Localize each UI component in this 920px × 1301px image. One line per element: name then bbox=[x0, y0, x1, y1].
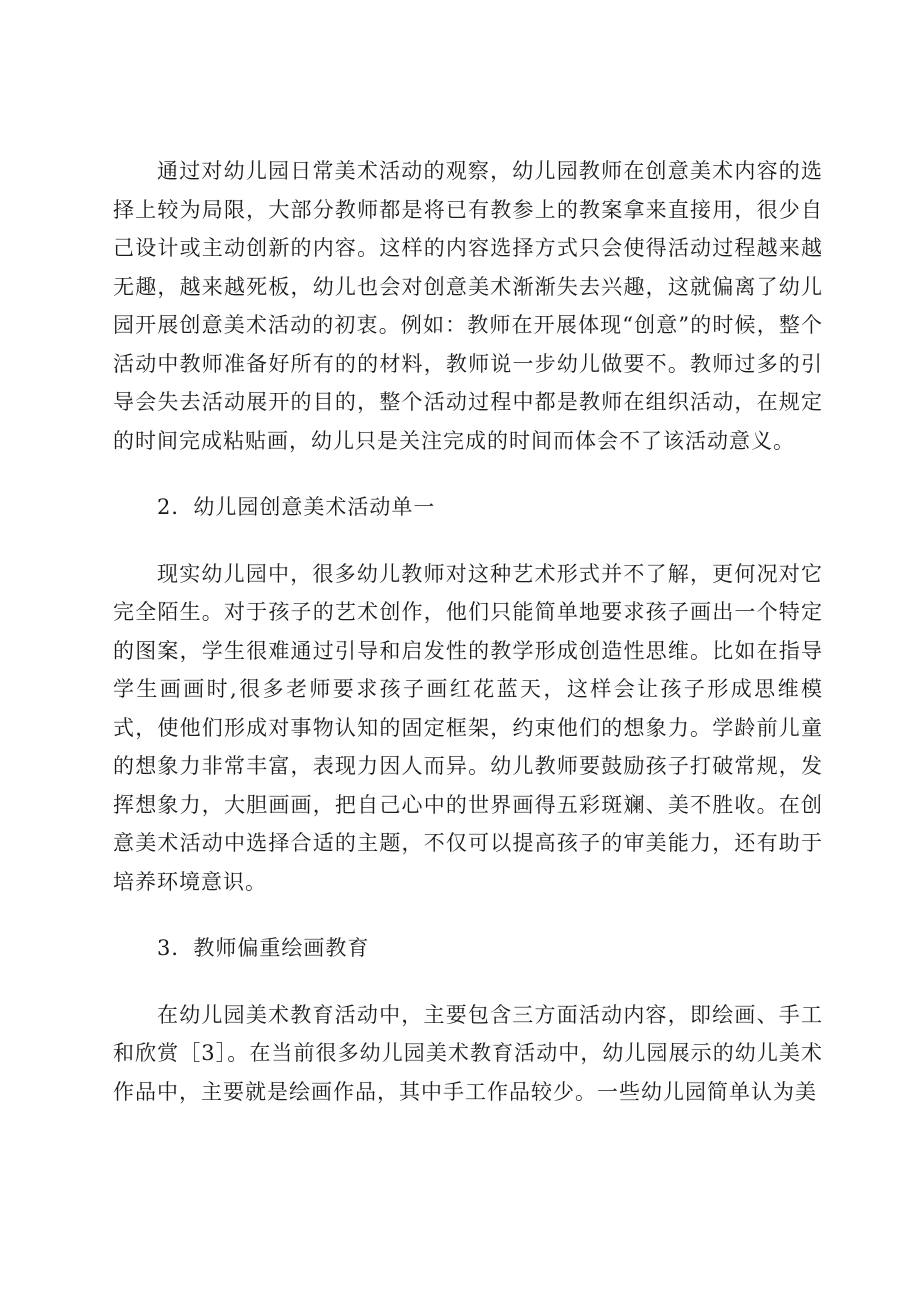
body-paragraph-3: 在幼儿园美术教育活动中，主要包含三方面活动内容，即绘画、手工和欣赏［3］。在当前很多幼儿园美术教育活动中，幼儿园展示的幼儿美术作品中，主要就是绘画作品，其中手工作品较少。一些幼儿园简单认为美 bbox=[113, 1002, 823, 1104]
section-heading-2: 2．幼儿园创意美术活动单一 bbox=[157, 495, 436, 519]
section-heading-3: 3．教师偏重绘画教育 bbox=[157, 936, 370, 960]
body-paragraph-2: 现实幼儿园中，很多幼儿教师对这种艺术形式并不了解，更何况对它完全陌生。对于孩子的艺术创作，他们只能简单地要求孩子画出一个特定的图案，学生很难通过引导和启发性的教学形成创造性思维。比如在指导学生画画时,很多老师要求孩子画红花蓝天，这样会让孩子形成思维模式，使他们形成对事物认知的固定框架，约束他们的想象力。学龄前儿童的想象力非常丰富，表现力因人而异。幼儿教师要鼓励孩子打破常规，发挥想象力，大胆画画，把自己心中的世界画得五彩斑斓、美不胜收。在创意美术活动中选择合适的主题，不仅可以提高孩子的审美能力，还有助于培养环境意识。 bbox=[113, 561, 823, 894]
document-body bbox=[113, 152, 823, 1139]
body-paragraph-1: 通过对幼儿园日常美术活动的观察，幼儿园教师在创意美术内容的选择上较为局限，大部分教师都是将已有教参上的教案拿来直接用，很少自己设计或主动创新的内容。这样的内容选择方式只会使得活动过程越来越无趣，越来越死板，幼儿也会对创意美术渐渐失去兴趣，这就偏离了幼儿园开展创意美术活动的初衷。例如：教师在开展体现“创意”的时候，整个活动中教师准备好所有的的材料，教师说一步幼儿做要不。教师过多的引导会失去活动展开的目的，整个活动过程中都是教师在组织活动，在规定的时间完成粘贴画，幼儿只是关注完成的时间而体会不了该活动意义。 bbox=[113, 159, 823, 453]
